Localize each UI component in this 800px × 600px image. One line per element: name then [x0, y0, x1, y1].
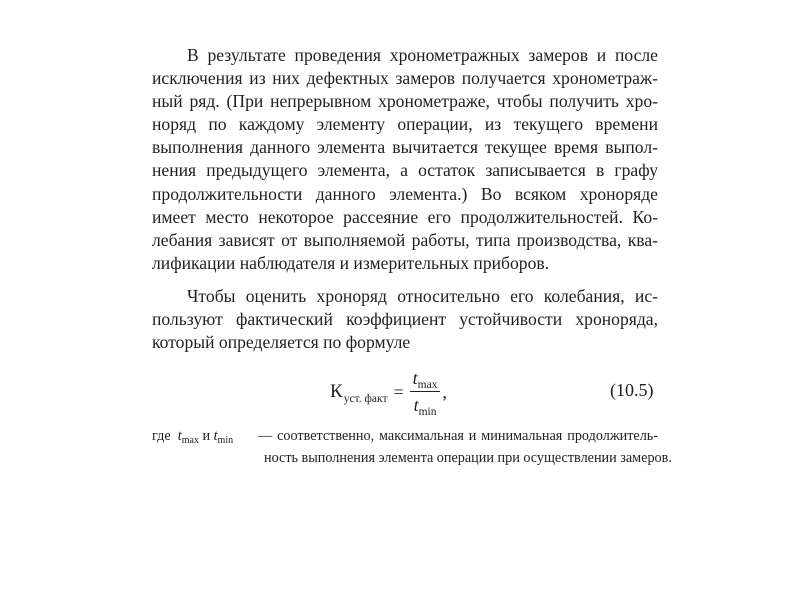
text-line: В результате проведения хронометражных замеров и после	[187, 45, 658, 65]
paragraph-2	[152, 285, 658, 354]
formula	[330, 366, 447, 418]
where-var1-sub: max	[181, 435, 199, 446]
text-line: лификации наблюдателя и измерительных приборов.	[152, 252, 550, 273]
denominator-variable: t	[413, 395, 419, 415]
text-line: имеет место некоторое рассеяние его продолжительностей. Ко-	[152, 206, 658, 227]
where-line-2: ность выполнения элемента операции при осуществлении замеров.	[264, 450, 672, 466]
text-line: норяд по каждому элементу операции, из текущего времени	[152, 114, 658, 135]
text-line: продолжительности данного элемента.) Во всяком хронорядe	[152, 183, 658, 204]
text-line: который определяется по формуле	[152, 332, 411, 353]
equation-number: (10.5)	[610, 380, 654, 400]
formula-equals-sign: =	[393, 381, 404, 402]
where-conj: и	[202, 428, 211, 444]
text-line: пользуют фактический коэффициент устойчивости хроноряда,	[152, 309, 658, 330]
formula-k-subscript: уст. факт	[343, 393, 388, 405]
numerator-subscript: max	[417, 379, 438, 391]
formula-fraction	[410, 368, 441, 416]
text-line: лебания зависят от выполняемой работы, типа производства, ква-	[152, 229, 658, 250]
numerator-variable: t	[412, 368, 418, 388]
text-line: нения предыдущего элемента, а остаток записывается в графу	[152, 160, 658, 181]
formula-k-symbol: К	[330, 381, 343, 402]
where-var2-sub: min	[217, 435, 234, 446]
text-line: Чтобы оценить хроноряд относительно его колебания, ис-	[187, 286, 658, 306]
paragraph-1	[152, 44, 658, 275]
where-word: где	[152, 428, 171, 444]
fraction-bar	[410, 391, 441, 392]
where-var2: t	[213, 428, 218, 444]
text-line: ный ряд. (При непрерывном хронометраже, чтобы получить хро-	[152, 91, 658, 112]
where-line-1: — соответственно, максимальная и минимальная продолжитель-	[258, 428, 658, 444]
where-lead	[152, 425, 233, 449]
text-line: исключения из них дефектных замеров получается хронометраж-	[152, 68, 658, 89]
formula-numerator	[410, 368, 441, 389]
where-var1: t	[177, 428, 182, 444]
formula-denominator	[411, 395, 440, 416]
formula-comma: ,	[442, 381, 447, 402]
text-line: выполнения данного элемента вычитается текущее время выпол-	[152, 137, 658, 158]
denominator-subscript: min	[418, 406, 437, 418]
